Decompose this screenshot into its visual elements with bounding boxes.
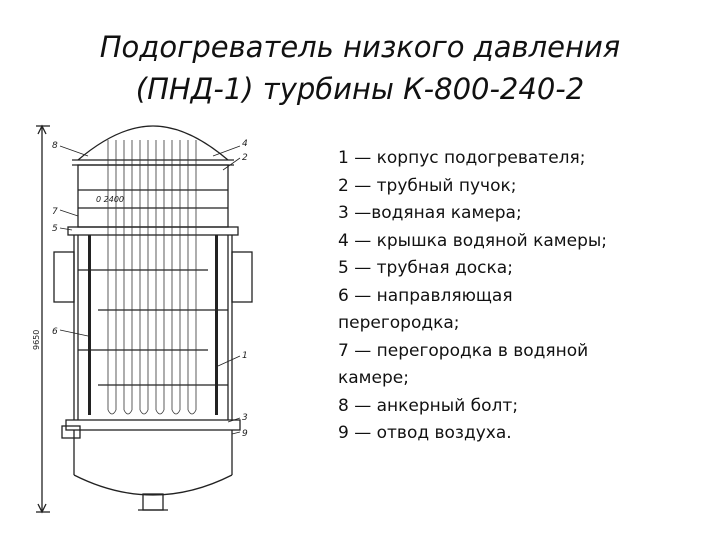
legend-item: камере;: [338, 368, 409, 388]
heater-drawing: [28, 120, 328, 530]
legend-item: 1 — корпус подогревателя;: [338, 148, 586, 168]
tube-bundle: [108, 140, 196, 414]
callout-6: 6: [52, 327, 58, 337]
legend-list: [338, 145, 708, 448]
legend-item: 4 — крышка водяной камеры;: [338, 230, 608, 251]
water-chamber-cover: [78, 126, 228, 160]
legend-item: 6 — направляющая: [338, 285, 513, 306]
title-line-1: Подогреватель низкого давления: [99, 30, 621, 64]
left-nozzle: [54, 252, 74, 302]
legend-item: перегородка;: [338, 313, 460, 333]
callout-7: 7: [52, 207, 58, 217]
legend-item: 5 — трубная доска;: [338, 258, 513, 278]
heater-schematic: [28, 120, 328, 530]
right-nozzle: [232, 252, 252, 302]
dimension-text: 9650: [32, 329, 41, 350]
slide-title: [0, 26, 720, 110]
callout-3: 3: [242, 413, 248, 423]
tube-sheet: [68, 227, 238, 235]
drain-nozzle: [143, 494, 163, 510]
anchor-bolt: [88, 235, 91, 415]
callout-1: 1: [242, 351, 248, 361]
callout-5: 5: [52, 224, 58, 234]
title-line-2: (ПНД-1) турбины К-800-240-2: [135, 72, 585, 106]
bottom-head: [74, 475, 232, 495]
callout-9: 9: [242, 429, 248, 439]
legend-item: 2 — трубный пучок;: [338, 175, 517, 196]
callout-4: 4: [242, 139, 248, 149]
callout-2: 2: [242, 153, 248, 163]
inner-note: 0 2400: [96, 195, 124, 204]
callout-8: 8: [52, 141, 58, 151]
legend-item: 7 — перегородка в водяной: [338, 340, 589, 361]
legend-item: 9 — отвод воздуха.: [338, 423, 512, 443]
lower-flange: [66, 420, 240, 430]
legend-item: 8 — анкерный болт;: [338, 395, 519, 416]
legend-item: 3 —водяная камера;: [338, 203, 522, 223]
